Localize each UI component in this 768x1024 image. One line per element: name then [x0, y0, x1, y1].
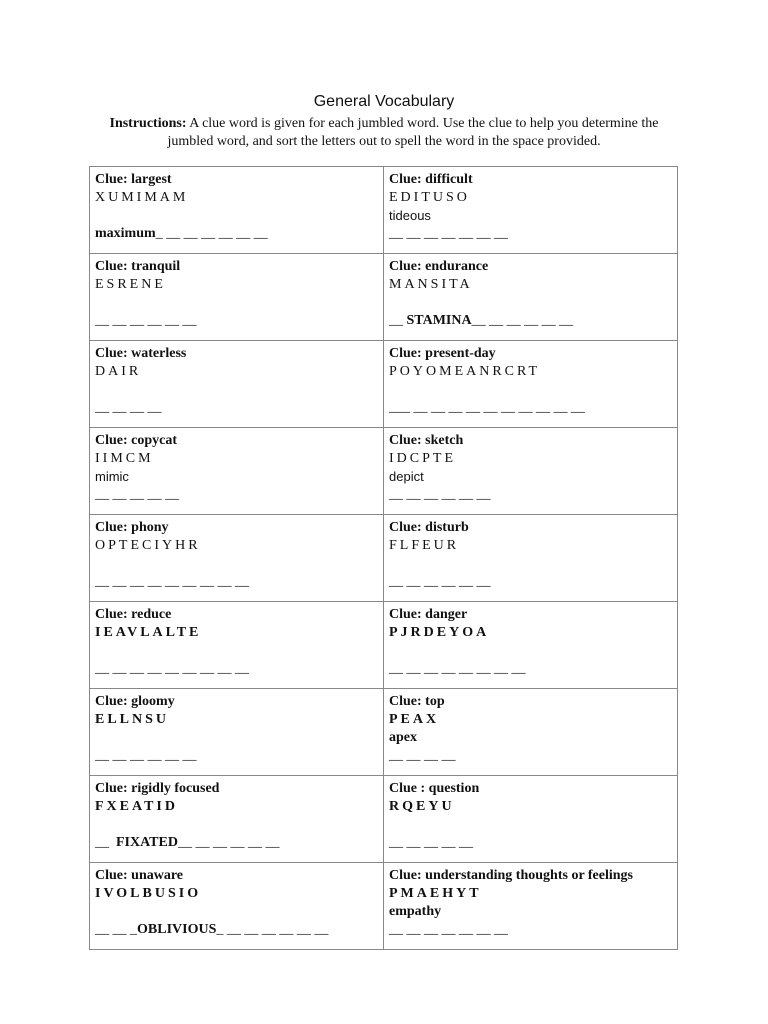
clue-label: Clue: disturb: [389, 520, 469, 535]
clue-label: Clue: present-day: [389, 346, 496, 361]
answer-word: FIXATED: [116, 835, 178, 850]
table-row: [90, 428, 678, 515]
answer-blanks: _ __ __ __ __ __ __: [155, 226, 268, 241]
jumbled-word: IVOLBUSIO: [95, 886, 202, 901]
answer-blanks[interactable]: __ __ __ __: [95, 400, 162, 415]
table-row: [90, 689, 678, 776]
puzzle-cell: [384, 776, 678, 863]
answer-prefix: __: [95, 835, 116, 850]
clue-label: Clue: understanding thoughts or feelings: [389, 868, 634, 883]
hint-text: tideous: [389, 208, 431, 223]
jumbled-word: PMAEHYT: [389, 886, 482, 901]
jumbled-word: EDITUSO: [389, 190, 470, 205]
answer-blanks[interactable]: ___ __ __ __ __ __ __ __ __ __ __: [389, 400, 585, 415]
puzzle-cell: [384, 689, 678, 776]
answer-blanks: __ __ __ __ __ __: [177, 835, 280, 850]
jumbled-word: FXEATID: [95, 799, 178, 814]
table-row: [90, 341, 678, 428]
answer-blanks[interactable]: __ __ __ __ __ __: [389, 574, 491, 589]
answer-line[interactable]: [95, 225, 378, 243]
jumbled-word: PJRDEYOA: [389, 625, 490, 640]
instructions-text: A clue word is given for each jumbled word. Use the clue to help you determine the jumbled word, and sort the letters out to spell the word in the space provided.: [167, 116, 659, 149]
answer-blanks[interactable]: __ __ __ __ __ __: [95, 748, 197, 763]
clue-label: Clue: copycat: [95, 433, 178, 448]
puzzle-cell: [90, 167, 384, 254]
answer-blanks[interactable]: __ __ __ __ __ __ __: [389, 922, 508, 937]
puzzle-cell: [384, 254, 678, 341]
answer-blanks[interactable]: __ __ __ __ __ __: [389, 487, 491, 502]
answer-blanks[interactable]: __ __ __ __ __: [95, 487, 179, 502]
clue-label: Clue: unaware: [95, 868, 184, 883]
jumbled-word: IDCPTE: [389, 451, 456, 466]
puzzle-cell: [384, 515, 678, 602]
puzzle-cell: [384, 863, 678, 950]
jumbled-word: DAIR: [95, 364, 142, 379]
jumbled-word: RQEYU: [389, 799, 455, 814]
puzzle-cell: [384, 167, 678, 254]
answer-blanks[interactable]: __ __ __ __: [389, 748, 456, 763]
answer-line[interactable]: [95, 834, 378, 852]
answer-blanks: _ __ __ __ __ __ __: [216, 922, 329, 937]
answer-blanks[interactable]: __ __ __ __ __: [389, 835, 473, 850]
jumbled-word: ELLNSU: [95, 712, 170, 727]
puzzle-cell: [90, 515, 384, 602]
hint-text: empathy: [389, 904, 442, 919]
clue-label: Clue : question: [389, 781, 480, 796]
puzzle-cell: [90, 254, 384, 341]
clue-label: Clue: phony: [95, 520, 169, 535]
page-title: General Vocabulary: [313, 93, 455, 110]
hint-text: mimic: [95, 469, 129, 484]
clue-label: Clue: danger: [389, 607, 468, 622]
puzzle-cell: [90, 863, 384, 950]
table-row: [90, 602, 678, 689]
clue-label: Clue: largest: [95, 172, 172, 187]
jumbled-word: ESRENE: [95, 277, 166, 292]
hint-text: apex: [389, 730, 417, 745]
clue-label: Clue: tranquil: [95, 259, 181, 274]
answer-line[interactable]: [95, 921, 378, 939]
instructions: [90, 115, 678, 151]
table-row: [90, 863, 678, 950]
answer-blanks[interactable]: __ __ __ __ __ __ __ __ __: [95, 574, 249, 589]
clue-label: Clue: waterless: [95, 346, 187, 361]
jumbled-word: XUMIMAM: [95, 190, 189, 205]
puzzle-cell: [384, 602, 678, 689]
jumbled-word: FLFEUR: [389, 538, 460, 553]
instructions-label: Instructions:: [109, 116, 187, 131]
puzzle-cell: [90, 428, 384, 515]
answer-blanks[interactable]: __ __ __ __ __ __ __ __: [389, 661, 526, 676]
answer-blanks[interactable]: __ __ __ __ __ __ __ __ __: [95, 661, 249, 676]
jumbled-word: MANSITA: [389, 277, 473, 292]
clue-label: Clue: reduce: [95, 607, 172, 622]
clue-label: Clue: rigidly focused: [95, 781, 220, 796]
puzzle-cell: [384, 341, 678, 428]
answer-word: maximum: [95, 226, 156, 241]
jumbled-word: POYOMEANRCRT: [389, 364, 541, 379]
answer-word: OBLIVIOUS: [137, 922, 217, 937]
answer-blanks: __ __ __ __ __ __: [471, 313, 574, 328]
jumbled-word: OPTECIYHR: [95, 538, 201, 553]
jumbled-word: PEAX: [389, 712, 440, 727]
puzzle-cell: [90, 341, 384, 428]
jumbled-word: IEAVLALTE: [95, 625, 202, 640]
answer-prefix: __: [389, 313, 407, 328]
answer-prefix: __ __ _: [95, 922, 137, 937]
puzzle-cell: [90, 689, 384, 776]
puzzle-cell: [90, 602, 384, 689]
clue-label: Clue: sketch: [389, 433, 464, 448]
puzzle-cell: [90, 776, 384, 863]
table-row: [90, 515, 678, 602]
answer-blanks[interactable]: __ __ __ __ __ __: [95, 313, 197, 328]
table-row: [90, 776, 678, 863]
hint-text: depict: [389, 469, 424, 484]
table-row: [90, 167, 678, 254]
clue-label: Clue: difficult: [389, 172, 473, 187]
puzzle-cell: [384, 428, 678, 515]
answer-line[interactable]: [389, 312, 672, 330]
clue-label: Clue: top: [389, 694, 445, 709]
answer-blanks[interactable]: __ __ __ __ __ __ __: [389, 226, 508, 241]
jumbled-word: IIMCM: [95, 451, 154, 466]
clue-label: Clue: gloomy: [95, 694, 175, 709]
vocabulary-table: [89, 166, 678, 950]
answer-word: STAMINA: [406, 313, 472, 328]
clue-label: Clue: endurance: [389, 259, 489, 274]
table-row: [90, 254, 678, 341]
